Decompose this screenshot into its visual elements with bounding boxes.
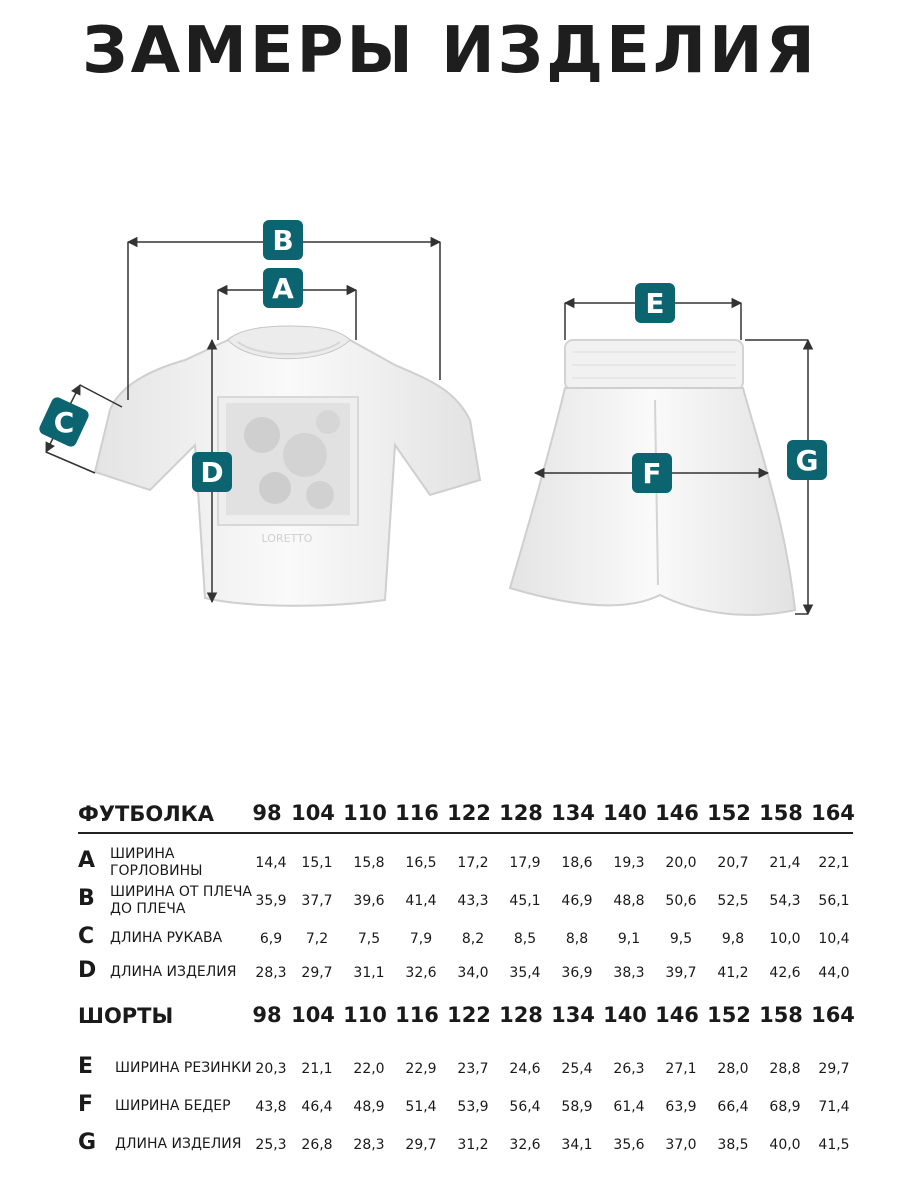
row-name: ДЛИНА ИЗДЕЛИЯ: [115, 1136, 242, 1152]
table-cell: 27,1: [665, 1061, 697, 1077]
table-cell: 35,6: [613, 1137, 645, 1153]
table-cell: 61,4: [613, 1099, 645, 1115]
table-cell: 29,7: [405, 1137, 437, 1153]
size-header: 152: [707, 1003, 751, 1027]
table-cell: 25,3: [255, 1137, 287, 1153]
table-cell: 48,9: [353, 1099, 385, 1115]
table-cell: 28,3: [255, 965, 287, 981]
table-cell: 20,0: [665, 855, 697, 871]
table-cell: 34,1: [561, 1137, 593, 1153]
table-cell: 8,5: [513, 931, 537, 947]
table-cell: 46,9: [561, 893, 593, 909]
table-cell: 14,4: [255, 855, 287, 871]
size-header: 146: [655, 1003, 699, 1027]
table-cell: 42,6: [769, 965, 801, 981]
table-cell: 41,4: [405, 893, 437, 909]
size-header: 122: [447, 801, 491, 825]
row-letter: D: [78, 958, 97, 983]
size-header: 158: [759, 801, 803, 825]
label-f: F: [642, 457, 662, 490]
size-header: 122: [447, 1003, 491, 1027]
size-header: 116: [395, 1003, 439, 1027]
row-name: ШИРИНА ГОРЛОВИНЫ: [110, 846, 203, 879]
table-cell: 6,9: [259, 931, 283, 947]
row-name: ШИРИНА РЕЗИНКИ: [115, 1060, 252, 1076]
table-cell: 29,7: [818, 1061, 850, 1077]
table-cell: 37,0: [665, 1137, 697, 1153]
size-header: 104: [291, 1003, 335, 1027]
row-letter: G: [78, 1130, 97, 1155]
label-a: A: [272, 272, 294, 305]
size-header: 164: [811, 1003, 855, 1027]
tshirt-title: ФУТБОЛКА: [78, 802, 215, 826]
table-cell: 46,4: [301, 1099, 333, 1115]
table-row: [78, 922, 853, 958]
table-cell: 15,8: [353, 855, 385, 871]
table-row: [78, 1128, 853, 1164]
page-title: ЗАМЕРЫ ИЗДЕЛИЯ: [82, 14, 818, 88]
table-cell: 9,8: [721, 931, 745, 947]
table-cell: 21,1: [301, 1061, 333, 1077]
size-header: 110: [343, 801, 387, 825]
table-cell: 7,2: [305, 931, 329, 947]
table-cell: 24,6: [509, 1061, 541, 1077]
table-cell: 37,7: [301, 893, 333, 909]
table-cell: 43,3: [457, 893, 489, 909]
row-letter: E: [78, 1054, 94, 1079]
table-cell: 18,6: [561, 855, 593, 871]
table-cell: 35,4: [509, 965, 541, 981]
table-row: [78, 1052, 853, 1088]
table-cell: 19,3: [613, 855, 645, 871]
row-name: ШИРИНА ОТ ПЛЕЧА ДО ПЛЕЧА: [110, 884, 253, 917]
label-b: B: [272, 224, 294, 257]
table-cell: 22,0: [353, 1061, 385, 1077]
table-cell: 39,6: [353, 893, 385, 909]
table-cell: 10,0: [769, 931, 801, 947]
label-d: D: [200, 456, 224, 489]
table-cell: 66,4: [717, 1099, 749, 1115]
table-cell: 20,3: [255, 1061, 287, 1077]
table-cell: 34,0: [457, 965, 489, 981]
size-header: 158: [759, 1003, 803, 1027]
size-header: 140: [603, 801, 647, 825]
tshirt-print-text: LORETTO: [261, 532, 313, 545]
table-cell: 8,2: [461, 931, 485, 947]
size-header: 164: [811, 801, 855, 825]
table-cell: 45,1: [509, 893, 541, 909]
table-cell: 36,9: [561, 965, 593, 981]
size-header: 146: [655, 801, 699, 825]
table-cell: 28,8: [769, 1061, 801, 1077]
shorts-header-row: [78, 1000, 853, 1036]
row-name: ШИРИНА БЕДЕР: [115, 1098, 231, 1114]
table-cell: 56,4: [509, 1099, 541, 1115]
table-cell: 10,4: [818, 931, 850, 947]
table-row: [78, 846, 853, 882]
table-cell: 71,4: [818, 1099, 850, 1115]
table-cell: 21,4: [769, 855, 801, 871]
size-header: 98: [252, 801, 282, 825]
garment-illustration: [0, 190, 900, 650]
size-header: 98: [252, 1003, 282, 1027]
size-header: 116: [395, 801, 439, 825]
row-name: ДЛИНА РУКАВА: [110, 930, 223, 946]
table-cell: 38,3: [613, 965, 645, 981]
row-letter: B: [78, 886, 95, 911]
row-name: ДЛИНА ИЗДЕЛИЯ: [110, 964, 237, 980]
table-cell: 29,7: [301, 965, 333, 981]
label-g: G: [795, 444, 819, 477]
table-cell: 54,3: [769, 893, 801, 909]
table-cell: 9,5: [669, 931, 693, 947]
table-cell: 44,0: [818, 965, 850, 981]
size-header: 152: [707, 801, 751, 825]
size-header: 134: [551, 801, 595, 825]
size-header: 128: [499, 801, 543, 825]
table-cell: 39,7: [665, 965, 697, 981]
table-cell: 56,1: [818, 893, 850, 909]
table-cell: 17,2: [457, 855, 489, 871]
shorts-title: ШОРТЫ: [78, 1004, 174, 1028]
row-letter: F: [78, 1092, 94, 1117]
table-cell: 25,4: [561, 1061, 593, 1077]
size-header: 104: [291, 801, 335, 825]
table-cell: 22,1: [818, 855, 850, 871]
table-cell: 35,9: [255, 893, 287, 909]
size-header: 128: [499, 1003, 543, 1027]
tshirt-header-row: [78, 798, 853, 834]
table-cell: 41,2: [717, 965, 749, 981]
table-cell: 38,5: [717, 1137, 749, 1153]
table-cell: 43,8: [255, 1099, 287, 1115]
tshirt-figure: [95, 326, 480, 606]
table-cell: 7,9: [409, 931, 433, 947]
table-cell: 7,5: [357, 931, 381, 947]
table-cell: 63,9: [665, 1099, 697, 1115]
table-cell: 51,4: [405, 1099, 437, 1115]
table-cell: 20,7: [717, 855, 749, 871]
table-cell: 17,9: [509, 855, 541, 871]
table-row: [78, 884, 853, 920]
table-cell: 32,6: [509, 1137, 541, 1153]
label-e: E: [645, 287, 665, 320]
table-cell: 28,3: [353, 1137, 385, 1153]
table-cell: 9,1: [617, 931, 641, 947]
table-cell: 48,8: [613, 893, 645, 909]
table-cell: 40,0: [769, 1137, 801, 1153]
size-header: 110: [343, 1003, 387, 1027]
table-cell: 16,5: [405, 855, 437, 871]
table-cell: 53,9: [457, 1099, 489, 1115]
table-cell: 31,1: [353, 965, 385, 981]
table-cell: 31,2: [457, 1137, 489, 1153]
table-cell: 50,6: [665, 893, 697, 909]
table-cell: 41,5: [818, 1137, 850, 1153]
table-cell: 23,7: [457, 1061, 489, 1077]
table-cell: 32,6: [405, 965, 437, 981]
table-cell: 26,3: [613, 1061, 645, 1077]
row-letter: A: [78, 848, 96, 873]
table-cell: 22,9: [405, 1061, 437, 1077]
table-cell: 15,1: [301, 855, 333, 871]
table-cell: 28,0: [717, 1061, 749, 1077]
table-cell: 52,5: [717, 893, 749, 909]
table-row: [78, 1090, 853, 1126]
size-header: 134: [551, 1003, 595, 1027]
table-row: [78, 956, 853, 992]
size-header: 140: [603, 1003, 647, 1027]
row-letter: C: [78, 924, 95, 949]
table-cell: 26,8: [301, 1137, 333, 1153]
table-cell: 8,8: [565, 931, 589, 947]
table-cell: 68,9: [769, 1099, 801, 1115]
label-c: C: [53, 406, 75, 439]
table-cell: 58,9: [561, 1099, 593, 1115]
